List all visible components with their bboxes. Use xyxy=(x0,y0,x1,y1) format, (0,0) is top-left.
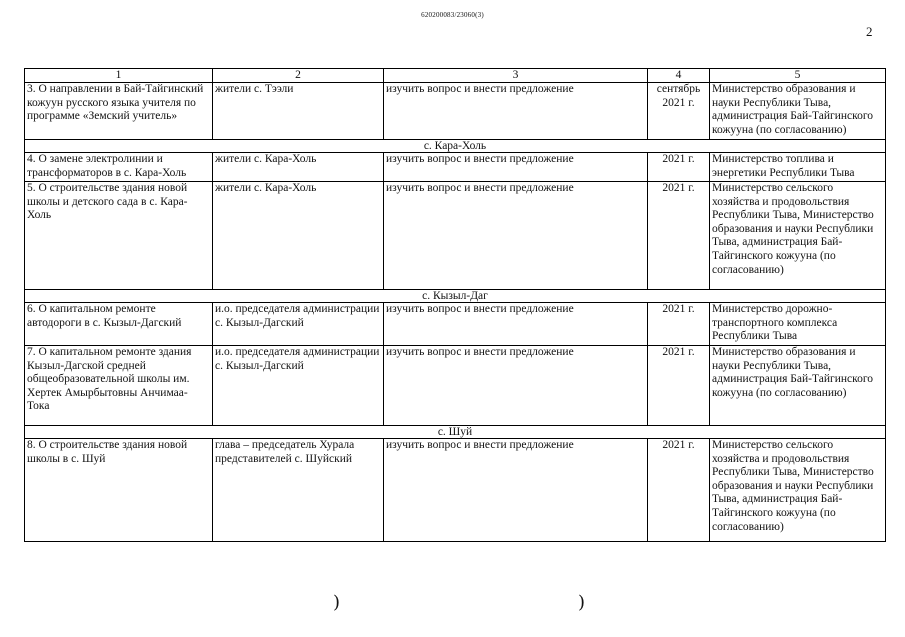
table-row xyxy=(25,153,886,182)
location-label: с. Шуй xyxy=(25,426,886,439)
column-header: 3 xyxy=(384,69,648,83)
issue-cell: 6. О капитальном ремонте автодороги в с. Кызыл-Дагский xyxy=(25,303,213,346)
responsible-cell: Министерство дорожно-транспортного комплекса Республики Тыва xyxy=(710,303,886,346)
initiator-cell: жители с. Кара-Холь xyxy=(213,153,384,182)
table-row xyxy=(25,303,886,346)
issue-cell: 5. О строительстве здания новой школы и детского сада в с. Кара-Холь xyxy=(25,182,213,290)
location-row xyxy=(25,140,886,153)
responsible-cell: Министерство образования и науки Республики Тыва, администрация Бай-Тайгинского кожууна (по согласованию) xyxy=(710,83,886,140)
table-row xyxy=(25,346,886,426)
deadline-cell: 2021 г. xyxy=(648,153,710,182)
document-code: 620200083/23060(3) xyxy=(421,11,484,19)
location-label: с. Кара-Холь xyxy=(25,140,886,153)
table-header-row xyxy=(25,69,886,83)
deadline-cell: 2021 г. xyxy=(648,346,710,426)
location-label: с. Кызыл-Даг xyxy=(25,290,886,303)
action-cell: изучить вопрос и внести предложение xyxy=(384,153,648,182)
table-row xyxy=(25,439,886,542)
action-cell: изучить вопрос и внести предложение xyxy=(384,83,648,140)
location-row xyxy=(25,426,886,439)
table-row xyxy=(25,83,886,140)
issue-cell: 7. О капитальном ремонте здания Кызыл-Дагской средней общеобразовательной школы им. Хертек Амырбытовны Анчимаа-Тока xyxy=(25,346,213,426)
initiator-cell: и.о. председателя администрации с. Кызыл-Дагский xyxy=(213,303,384,346)
responsible-cell: Министерство образования и науки Республики Тыва, администрация Бай-Тайгинского кожууна (по согласованию) xyxy=(710,346,886,426)
column-header: 1 xyxy=(25,69,213,83)
action-cell: изучить вопрос и внести предложение xyxy=(384,303,648,346)
action-cell: изучить вопрос и внести предложение xyxy=(384,182,648,290)
column-header: 4 xyxy=(648,69,710,83)
initiator-cell: и.о. председателя администрации с. Кызыл-Дагский xyxy=(213,346,384,426)
action-cell: изучить вопрос и внести предложение xyxy=(384,439,648,542)
column-header: 2 xyxy=(213,69,384,83)
location-row xyxy=(25,290,886,303)
initiator-cell: глава – председатель Хурала представителей с. Шуйский xyxy=(213,439,384,542)
handwritten-mark: ) xyxy=(333,592,341,613)
action-cell: изучить вопрос и внести предложение xyxy=(384,346,648,426)
table-row xyxy=(25,182,886,290)
issue-cell: 3. О направлении в Бай-Тайгинский кожуун русского языка учителя по программе «Земский учитель» xyxy=(25,83,213,140)
deadline-cell: 2021 г. xyxy=(648,439,710,542)
responsible-cell: Министерство сельского хозяйства и продовольствия Республики Тыва, Министерство образования и науки Республики Тыва, администрация Бай-Тайгинского кожууна (по согласованию) xyxy=(710,439,886,542)
deadline-cell: сентябрь 2021 г. xyxy=(648,83,710,140)
deadline-cell: 2021 г. xyxy=(648,182,710,290)
initiator-cell: жители с. Тээли xyxy=(213,83,384,140)
issue-cell: 8. О строительстве здания новой школы в с. Шуй xyxy=(25,439,213,542)
responsible-cell: Министерство сельского хозяйства и продовольствия Республики Тыва, Министерство образования и науки Республики Тыва, администрация Бай-Тайгинского кожууна (по согласованию) xyxy=(710,182,886,290)
issue-cell: 4. О замене электролинии и трансформаторов в с. Кара-Холь xyxy=(25,153,213,182)
column-header: 5 xyxy=(710,69,886,83)
plan-table xyxy=(24,68,886,542)
responsible-cell: Министерство топлива и энергетики Республики Тыва xyxy=(710,153,886,182)
initiator-cell: жители с. Кара-Холь xyxy=(213,182,384,290)
handwritten-mark: ) xyxy=(578,592,586,613)
deadline-cell: 2021 г. xyxy=(648,303,710,346)
page-number: 2 xyxy=(866,24,873,39)
